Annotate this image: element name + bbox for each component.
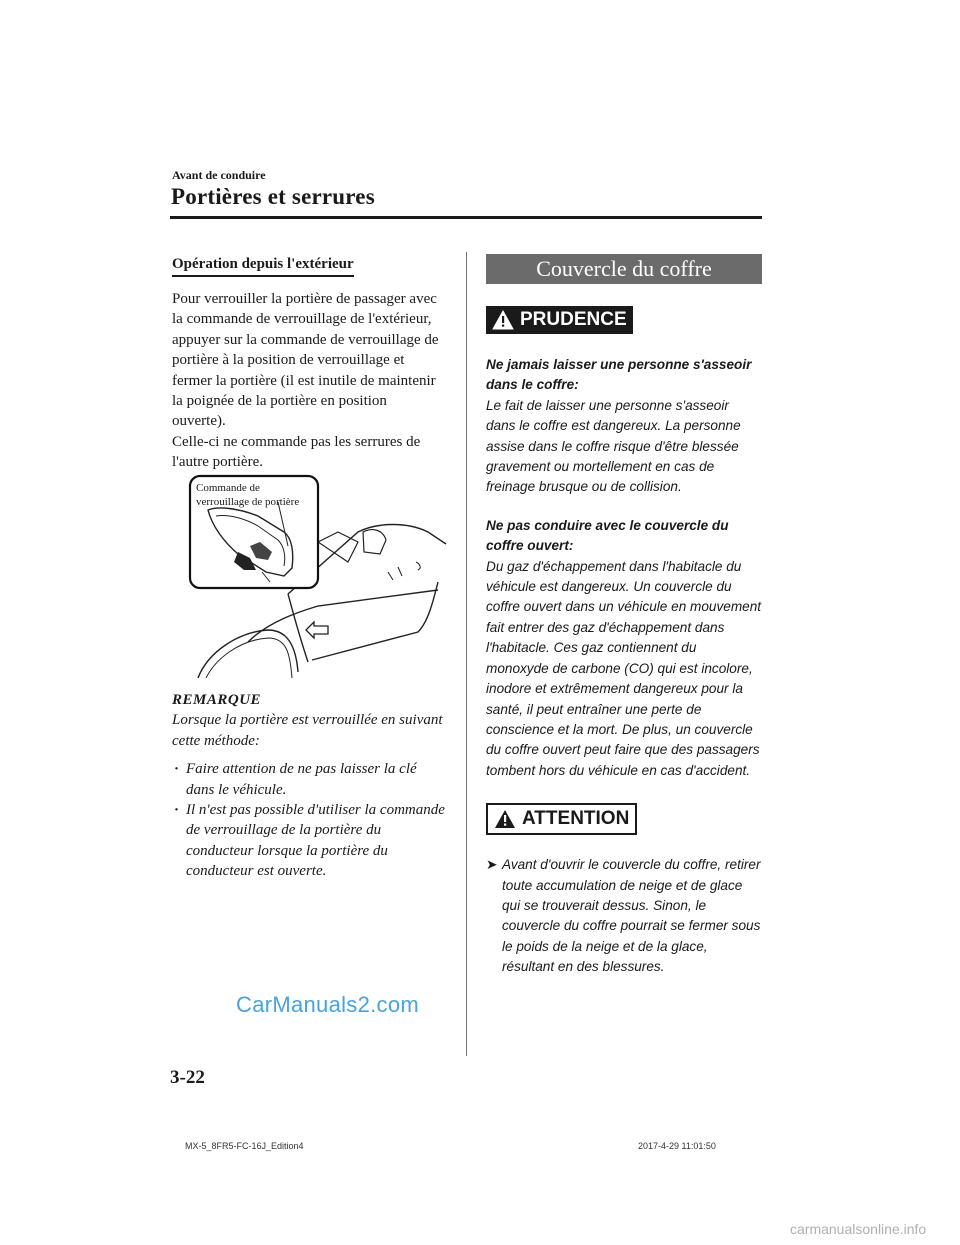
caution-2-text: Du gaz d'échappement dans l'habitacle du véhicule est dangereux. Un couvercle du coffre ouvert dans un véhicule en mouvement fait entrer des gaz d'échappement dans l'habitacle. Ces gaz contiennent du monoxyde de carbone (CO) qui est incolore, inodore et extrêmement dangereux pour la santé, il peut entraîner une perte de conscience et la mort. De plus, un couvercle du coffre ouvert peut faire que des passagers tombent hors du véhicule en cas d'accident. [486, 558, 762, 778]
subhead-exterior-operation: Opération depuis l'extérieur [172, 256, 354, 277]
header-rule [170, 216, 762, 219]
remark-block [172, 690, 448, 882]
section-band-title: Couvercle du coffre [486, 254, 762, 284]
warning-triangle-icon [492, 310, 514, 330]
caution-1-title: Ne jamais laisser une personne s'asseoir dans le coffre: [486, 357, 752, 393]
section-title: Portières et serrures [171, 184, 375, 209]
remark-title: REMARQUE [172, 692, 262, 708]
warning-triangle-icon [494, 809, 516, 829]
paragraph-2: Celle-ci ne commande pas les serrures de l'autre portière. [172, 433, 421, 471]
caution-1 [486, 355, 762, 498]
section-kicker: Avant de conduire [172, 168, 266, 182]
watermark-carmanualsonline: carmanualsonline.info [790, 1221, 927, 1237]
attention-badge [486, 803, 637, 835]
print-timestamp: 2017-4-29 11:01:50 [638, 1141, 716, 1151]
figure-label-lock-switch: Commande de verrouillage de portière [196, 482, 300, 508]
right-column [486, 254, 762, 978]
attention-item-text: Avant d'ouvrir le couvercle du coffre, retirer toute accumulation de neige et de glace qui se trouverait dessus. Sinon, le couvercle du coffre pourrait se fermer sous le poids de la neige et de la glace, résultant en des blessures. [502, 857, 761, 975]
list-item: · Il n'est pas possible d'utiliser la commande de verrouillage de la portière du conducteur lorsque la portière du conducteur est ouverte. [172, 800, 448, 882]
column-divider [466, 252, 467, 1056]
caution-1-text: Le fait de laisser une personne s'asseoir dans le coffre est dangereux. La personne assise dans le coffre risque d'être blessée gravement ou mortellement en cas de freinage brusque ou de collision. [486, 397, 741, 495]
paragraph-1: Pour verrouiller la portière de passager avec la commande de verrouillage de l'extérieur, appuyer sur la commande de verrouillage de portière à la position de verrouillage et fermer la portière (il est inutile de maintenir la poignée de la portière en position ouverte). [172, 291, 439, 430]
doc-code: MX-5_8FR5-FC-16J_Edition4 [185, 1141, 304, 1151]
caution-label: PRUDENCE [520, 309, 627, 330]
caution-2 [486, 516, 762, 781]
page-number: 3-22 [170, 1067, 205, 1088]
attention-label: ATTENTION [522, 808, 630, 830]
left-column [172, 255, 444, 473]
caution-badge [486, 306, 633, 334]
caution-2-title: Ne pas conduire avec le couvercle du coffre ouvert: [486, 517, 729, 554]
list-item: · Faire attention de ne pas laisser la clé dans le véhicule. [172, 759, 448, 800]
watermark-carmanuals2: CarManuals2.com [236, 992, 420, 1017]
remark-list [172, 759, 448, 881]
remark-intro: Lorsque la portière est verrouillée en suivant cette méthode: [172, 712, 443, 749]
arrow-bullet-icon: ➤ [486, 857, 498, 873]
attention-item [486, 855, 762, 977]
